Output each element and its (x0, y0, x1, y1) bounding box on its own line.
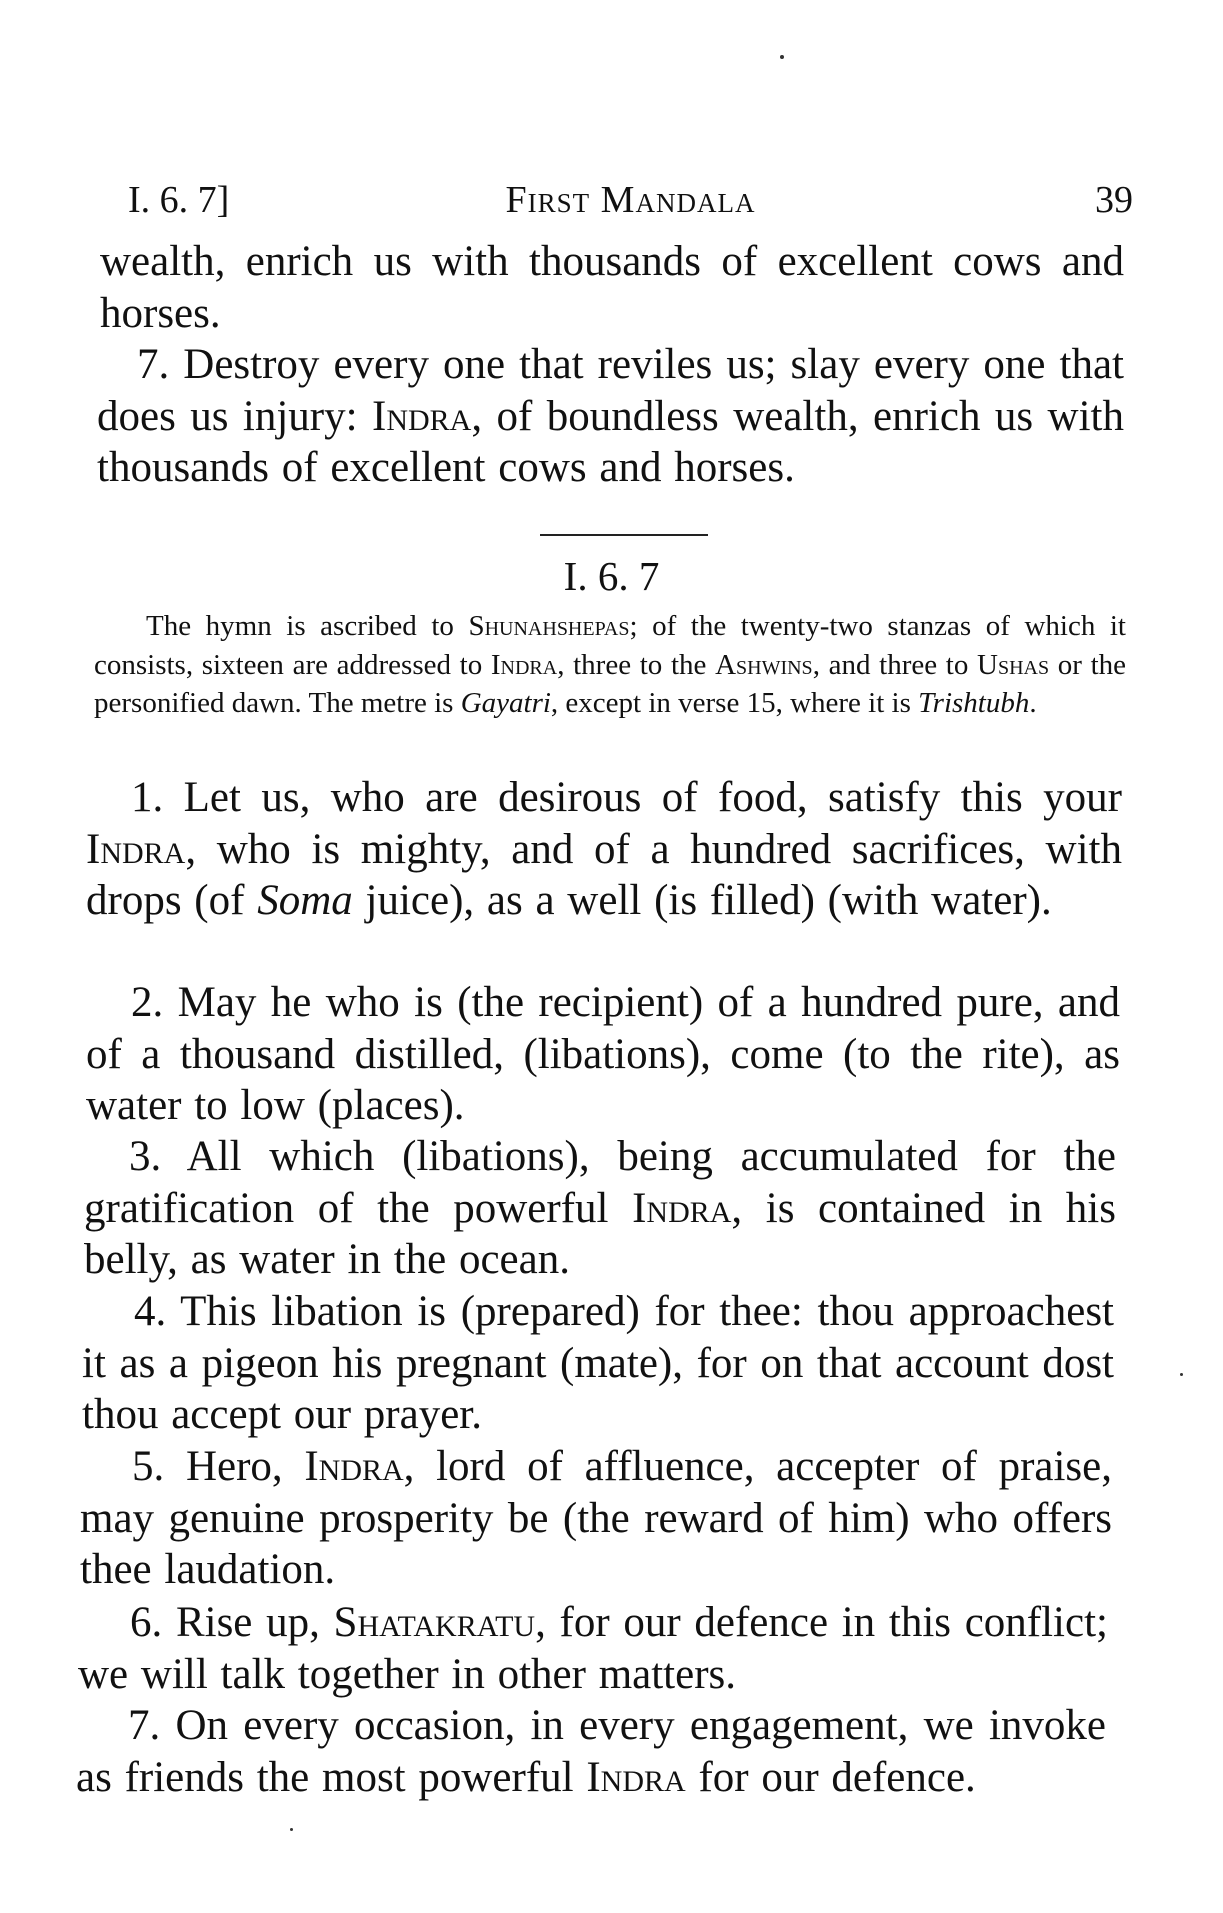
verse-7-previous-hymn: 7. Destroy every one that reviles us; slay every one that does us injury: Indra, of boundless wealth, enrich us with thousands of excellent cows and horses. (97, 341, 1124, 491)
running-header (128, 172, 1133, 228)
verse-3: 3. All which (libations), being accumulated for the gratification of the powerful Indra, is contained in his belly, as water in the ocean. (84, 1133, 1116, 1283)
verse-4: 4. This libation is (prepared) for thee: thou approachest it as a pigeon his pregnant (mate), for on that account dost thou accept our prayer. (82, 1288, 1114, 1438)
verse-7: 7. On every occasion, in every engagement, we invoke as friends the most powerful Indra for our defence. (76, 1702, 1106, 1801)
header-title: First Mandala (505, 179, 756, 221)
print-speck (290, 1828, 293, 1831)
hymn-heading: I. 6. 7 (563, 553, 660, 599)
print-speck (1180, 1373, 1183, 1376)
verse-1: 1. Let us, who are desirous of food, satisfy this your Indra, who is mighty, and of a hundred sacrifices, with drops (of Soma juice), as a well (is filled) (with water). (86, 774, 1122, 924)
verse-5: 5. Hero, Indra, lord of affluence, accepter of praise, may genuine prosperity be (the reward of him) who offers thee laudation. (80, 1443, 1112, 1593)
page-number: 39 (1095, 179, 1133, 221)
section-divider (540, 534, 708, 536)
continued-verse-text: wealth, enrich us with thousands of excellent cows and horses. (100, 238, 1124, 337)
verse-6: 6. Rise up, Shatakratu, for our defence in this conflict; we will talk together in other matters. (78, 1599, 1108, 1698)
verse-2: 2. May he who is (the recipient) of a hundred pure, and of a thousand distilled, (libations), come (to the rite), as water to low (places). (86, 979, 1120, 1129)
print-speck (780, 55, 784, 59)
hymn-introduction: The hymn is ascribed to Shunahshepas; of the twenty-two stanzas of which it consists, sixteen are addressed to Indra, three to the Ashwins, and three to Ushas or the personified dawn. The metre is Gayatri, except in verse 15, where it is Trishtubh. (94, 610, 1126, 719)
header-reference: I. 6. 7] (128, 179, 230, 221)
